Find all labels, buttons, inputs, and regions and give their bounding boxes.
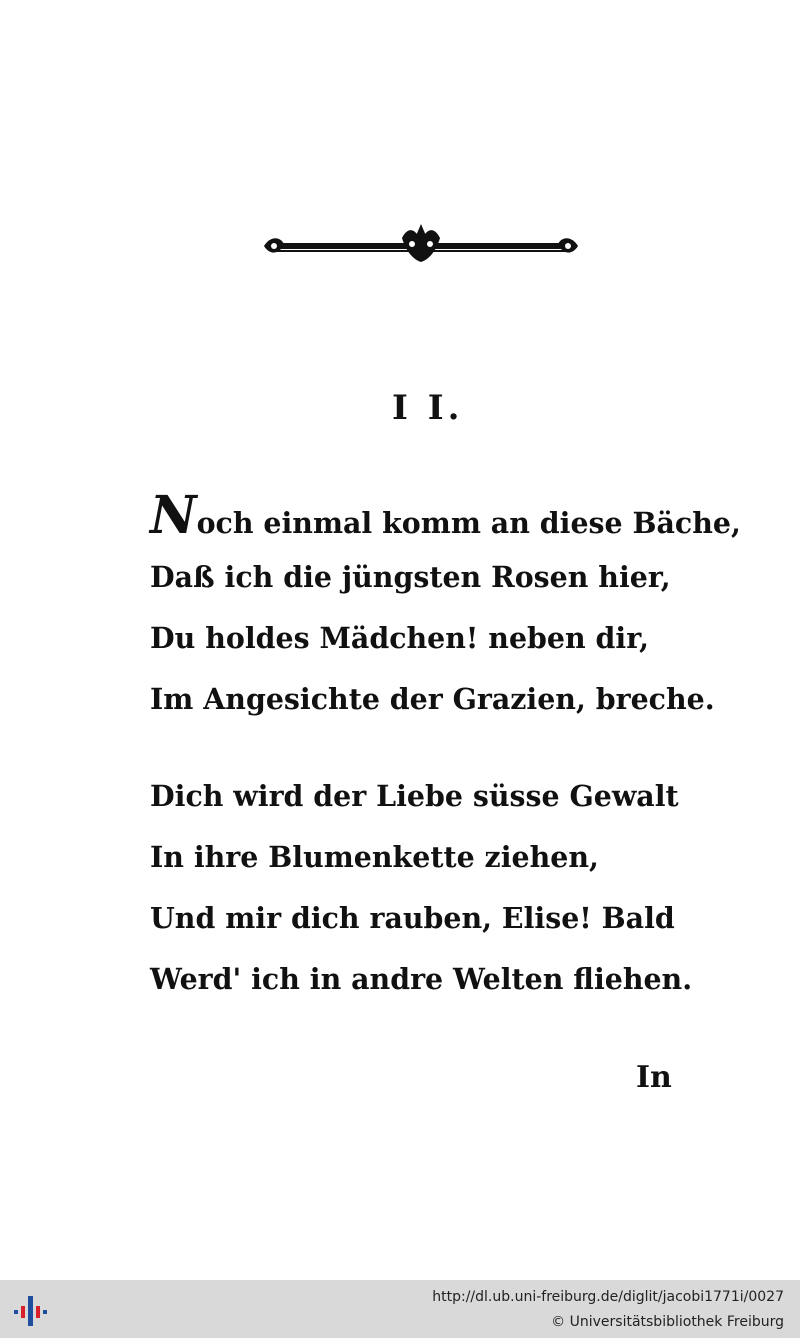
ub-freiburg-logo-icon[interactable]: [10, 1290, 50, 1330]
viewer-footer: [0, 1280, 800, 1338]
fleuron-rule-icon: [262, 222, 580, 272]
copyright-notice: © Universitätsbibliothek Freiburg: [551, 1314, 784, 1330]
verse-line: Daß ich die jüngsten Rosen hier,: [150, 560, 671, 594]
verse-line: Dich wird der Liebe süsse Gewalt: [150, 779, 679, 813]
verse-line: Und mir dich rauben, Elise! Bald: [150, 901, 675, 935]
verse-line: Im Angesichte der Grazien, breche.: [150, 682, 715, 716]
verse-line: In ihre Blumenkette ziehen,: [150, 840, 599, 874]
verse-line: Werd' ich in andre Welten fliehen.: [150, 962, 693, 996]
poem-number: I I.: [392, 388, 464, 428]
stanza-1: [150, 485, 753, 734]
catchword: In: [636, 1060, 672, 1095]
stanza-2: [150, 770, 703, 1014]
verse-line: Du holdes Mädchen! neben dir,: [150, 621, 650, 655]
permalink-url[interactable]: http://dl.ub.uni-freiburg.de/diglit/jacobi1771i/0027: [432, 1289, 784, 1305]
verse-line: Noch einmal komm an diese Bäche,: [150, 485, 741, 546]
